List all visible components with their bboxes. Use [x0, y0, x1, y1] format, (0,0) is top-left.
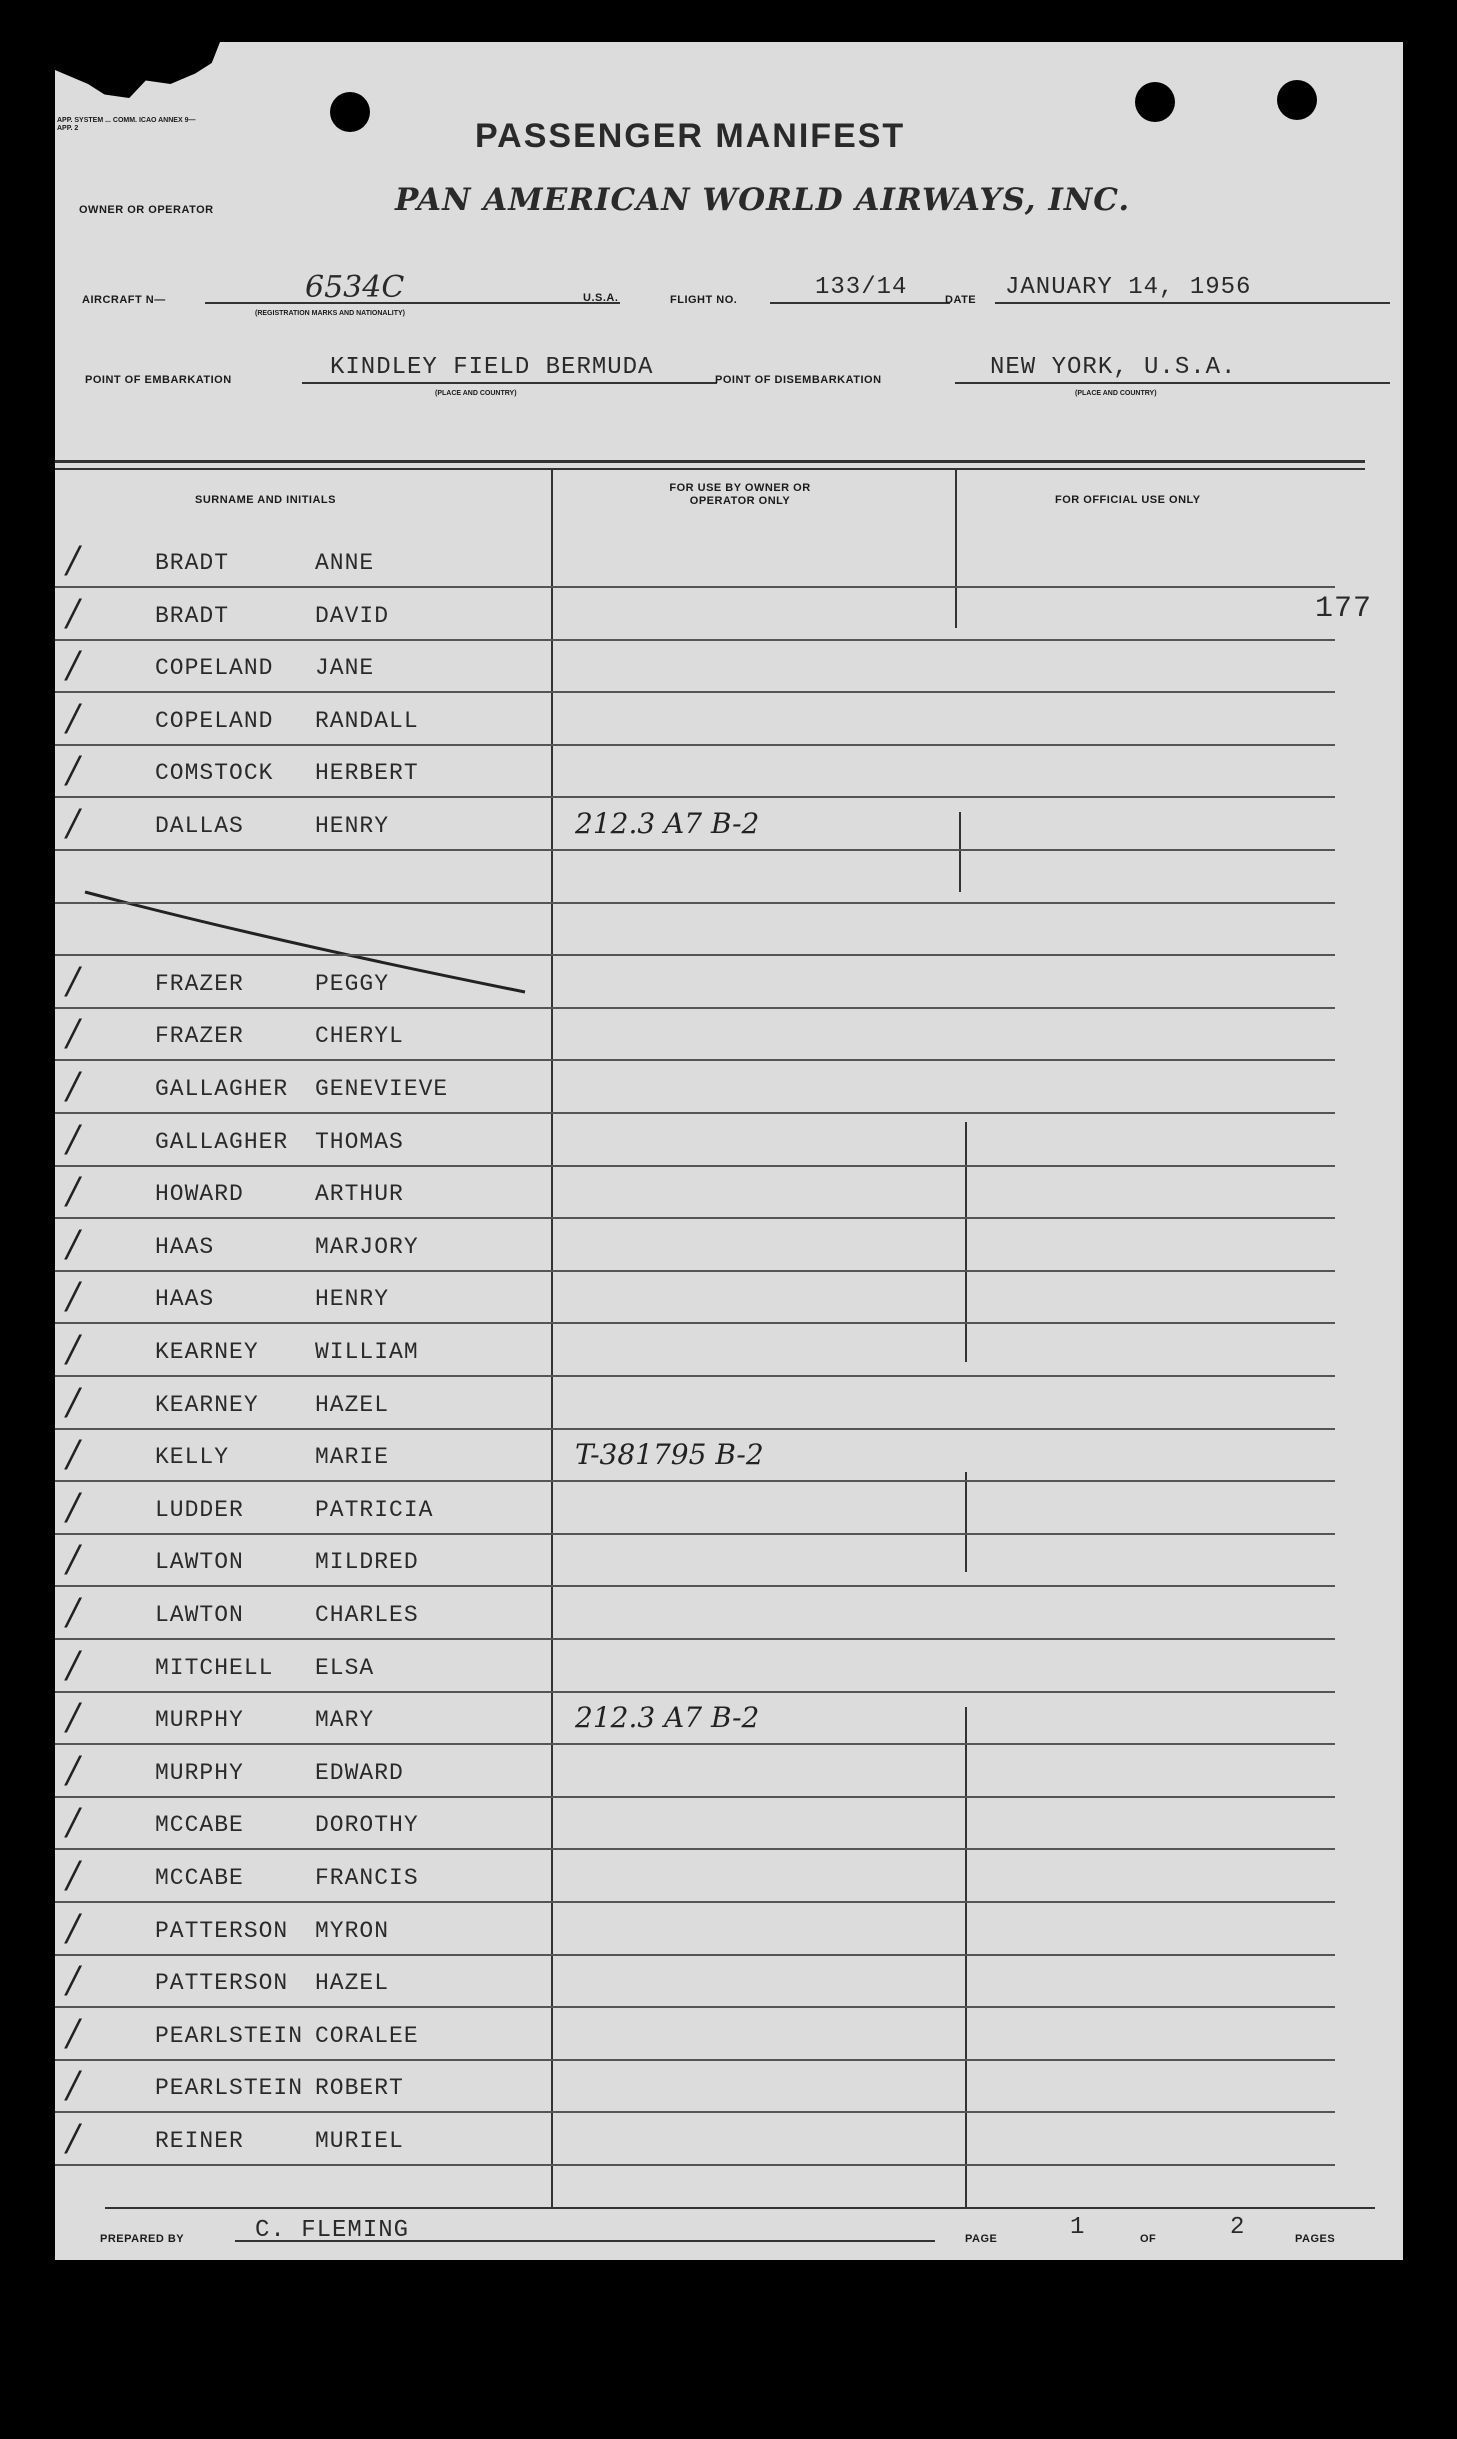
check-mark: / [67, 1802, 80, 1844]
passenger-initials: PEGGY [315, 970, 390, 997]
flight-date: JANUARY 14, 1956 [1005, 274, 1252, 301]
operator-name: PAN AMERICAN WORLD AIRWAYS, INC. [395, 182, 1131, 218]
form-reference: APP. SYSTEM ... COMM. ICAO ANNEX 9—APP. 2 [57, 117, 196, 132]
passenger-surname: COPELAND [155, 655, 274, 682]
passenger-surname: GALLAGHER [155, 1076, 289, 1102]
check-mark: / [67, 1171, 80, 1213]
passenger-initials: ANNE [315, 550, 375, 576]
passenger-surname: KELLY [155, 1444, 230, 1471]
passenger-row [55, 1588, 1403, 1640]
passenger-row [55, 852, 1403, 904]
passenger-initials: HERBERT [315, 760, 419, 787]
passenger-surname: PATTERSON [155, 1970, 289, 1997]
passenger-row [55, 1535, 1403, 1587]
document-title: PASSENGER MANIFEST [475, 117, 906, 155]
passenger-row [55, 589, 1403, 641]
passenger-surname: BRADT [155, 550, 230, 576]
passenger-initials: THOMAS [315, 1128, 404, 1155]
check-mark: / [67, 1644, 80, 1686]
check-mark: / [67, 2012, 80, 2054]
passenger-surname: BRADT [155, 602, 230, 629]
passenger-row [55, 957, 1403, 1009]
check-mark: / [67, 1013, 80, 1055]
passenger-row [55, 1115, 1403, 1167]
check-mark: / [67, 1381, 80, 1423]
pages-label: PAGES [1295, 2233, 1336, 2245]
owner-note: T-381795 B-2 [575, 1438, 764, 1472]
owner-note: 212.3 A7 B-2 [575, 1701, 760, 1735]
passenger-surname: KEARNEY [155, 1339, 259, 1365]
owner-label: OWNER OR OPERATOR [79, 204, 214, 216]
passenger-surname: GALLAGHER [155, 1128, 289, 1155]
passenger-row [55, 1746, 1403, 1798]
passenger-surname: PEARLSTEIN [155, 2075, 304, 2102]
check-mark: / [67, 1066, 80, 1107]
punch-hole-center [1135, 82, 1175, 122]
registration-caption: (REGISTRATION MARKS AND NATIONALITY) [255, 310, 405, 317]
passenger-initials: MILDRED [315, 1549, 419, 1576]
passenger-row [55, 641, 1403, 693]
passenger-row [55, 1378, 1403, 1430]
check-mark: / [67, 592, 80, 634]
column-header-surname: SURNAME AND INITIALS [195, 494, 336, 506]
passenger-initials: DOROTHY [315, 1812, 419, 1839]
total-pages: 2 [1230, 2214, 1246, 2241]
check-mark: / [67, 1539, 80, 1581]
passenger-initials: CORALEE [315, 2022, 419, 2049]
prepared-by-name: C. FLEMING [255, 2217, 410, 2244]
check-mark: / [67, 1960, 80, 2002]
passenger-row [55, 1430, 1403, 1482]
passenger-surname: KEARNEY [155, 1391, 259, 1418]
passenger-initials: ELSA [315, 1654, 375, 1681]
passenger-initials: EDWARD [315, 1759, 404, 1786]
passenger-initials: PATRICIA [315, 1496, 434, 1523]
passenger-row [55, 2114, 1403, 2166]
passenger-initials: FRANCIS [315, 1865, 419, 1891]
passenger-surname: FRAZER [155, 970, 244, 997]
disembark-caption: (PLACE AND COUNTRY) [1075, 390, 1157, 397]
disembark-point: NEW YORK, U.S.A. [990, 354, 1237, 381]
passenger-row [55, 1483, 1403, 1535]
passenger-initials: HAZEL [315, 1970, 390, 1997]
passenger-surname: MITCHELL [155, 1654, 274, 1681]
passenger-row [55, 904, 1403, 956]
passenger-surname: PEARLSTEIN [155, 2022, 304, 2049]
check-mark: / [67, 1223, 80, 1265]
passenger-initials: CHARLES [315, 1602, 419, 1628]
passenger-row [55, 1904, 1403, 1956]
passenger-row [55, 1009, 1403, 1061]
embark-point: KINDLEY FIELD BERMUDA [330, 354, 654, 381]
column-header-owner-use: FOR USE BY OWNER OR OPERATOR ONLY [669, 482, 811, 507]
passenger-surname: LUDDER [155, 1496, 244, 1523]
manifest-sheet [55, 42, 1403, 2260]
passenger-initials: WILLIAM [315, 1339, 419, 1365]
passenger-row [55, 1062, 1403, 1114]
of-label: OF [1140, 2233, 1157, 2245]
passenger-row [55, 1798, 1403, 1850]
date-label: DATE [945, 294, 977, 306]
check-mark: / [67, 1118, 80, 1160]
passenger-surname: HOWARD [155, 1181, 244, 1208]
passenger-surname: REINER [155, 2128, 244, 2154]
passenger-initials: JANE [315, 655, 375, 682]
passenger-row [55, 1693, 1403, 1745]
aircraft-number: 6534C [305, 270, 405, 305]
passenger-initials: MARJORY [315, 1233, 419, 1260]
passenger-surname: COMSTOCK [155, 760, 274, 787]
check-mark: / [67, 1276, 80, 1318]
check-mark: / [67, 1907, 80, 1949]
punch-hole-left [330, 92, 370, 132]
passenger-surname: HAAS [155, 1233, 215, 1260]
check-mark: / [67, 960, 80, 1002]
passenger-surname: FRAZER [155, 1023, 244, 1050]
passenger-initials: ROBERT [315, 2075, 404, 2102]
punch-hole-right [1277, 80, 1317, 120]
passenger-surname: MCCABE [155, 1865, 244, 1891]
passenger-row [55, 746, 1403, 798]
passenger-row [55, 1641, 1403, 1693]
passenger-initials: MYRON [315, 1917, 390, 1944]
disembark-label: POINT OF DISEMBARKATION [715, 374, 882, 386]
passenger-surname: LAWTON [155, 1549, 244, 1576]
passenger-initials: ARTHUR [315, 1181, 404, 1208]
stamp-number: 177 [1315, 592, 1373, 626]
passenger-row [55, 536, 1403, 588]
passenger-initials: HAZEL [315, 1391, 390, 1418]
flight-number: 133/14 [815, 274, 908, 301]
passenger-row [55, 799, 1403, 851]
page-label: PAGE [965, 2233, 998, 2245]
passenger-initials: HENRY [315, 813, 390, 839]
passenger-initials: GENEVIEVE [315, 1076, 449, 1102]
passenger-row [55, 1325, 1403, 1377]
passenger-row [55, 1167, 1403, 1219]
check-mark: / [67, 1749, 80, 1791]
check-mark: / [67, 1592, 80, 1633]
passenger-surname: MURPHY [155, 1707, 244, 1734]
passenger-row [55, 2009, 1403, 2061]
owner-note: 212.3 A7 B-2 [575, 807, 760, 840]
passenger-row [55, 1220, 1403, 1272]
flight-label: FLIGHT NO. [670, 294, 738, 306]
usa-label: U.S.A. [583, 292, 619, 304]
row-rule [55, 2164, 1335, 2166]
check-mark: / [67, 2118, 80, 2159]
passenger-surname: HAAS [155, 1286, 215, 1313]
check-mark: / [67, 697, 80, 739]
check-mark: / [67, 1855, 80, 1896]
check-mark: / [67, 750, 80, 792]
check-mark: / [67, 1434, 80, 1476]
passenger-initials: MARIE [315, 1444, 390, 1471]
passenger-initials: CHERYL [315, 1023, 404, 1050]
passenger-initials: HENRY [315, 1286, 390, 1313]
column-header-official-use: FOR OFFICIAL USE ONLY [1055, 494, 1201, 506]
passenger-initials: RANDALL [315, 707, 419, 734]
aircraft-label: AIRCRAFT N— [82, 294, 166, 306]
passenger-row [55, 2061, 1403, 2113]
passenger-surname: MCCABE [155, 1812, 244, 1839]
passenger-row [55, 1272, 1403, 1324]
check-mark: / [67, 2065, 80, 2107]
passenger-surname: MURPHY [155, 1759, 244, 1786]
passenger-row [55, 694, 1403, 746]
page-number: 1 [1070, 2214, 1086, 2241]
passenger-row [55, 1956, 1403, 2008]
passenger-initials: DAVID [315, 602, 390, 629]
check-mark: / [67, 1486, 80, 1528]
passenger-surname: LAWTON [155, 1602, 244, 1628]
torn-corner [55, 42, 220, 112]
check-mark: / [67, 803, 80, 844]
passenger-surname: DALLAS [155, 813, 244, 839]
passenger-initials: MURIEL [315, 2128, 404, 2154]
passenger-row [55, 1851, 1403, 1903]
embark-label: POINT OF EMBARKATION [85, 374, 232, 386]
check-mark: / [67, 1329, 80, 1370]
passenger-initials: MARY [315, 1707, 375, 1734]
check-mark: / [67, 540, 80, 581]
prepared-by-label: PREPARED BY [100, 2233, 185, 2245]
check-mark: / [67, 1697, 80, 1739]
check-mark: / [67, 645, 80, 687]
embark-caption: (PLACE AND COUNTRY) [435, 390, 517, 397]
passenger-surname: COPELAND [155, 707, 274, 734]
passenger-surname: PATTERSON [155, 1917, 289, 1944]
